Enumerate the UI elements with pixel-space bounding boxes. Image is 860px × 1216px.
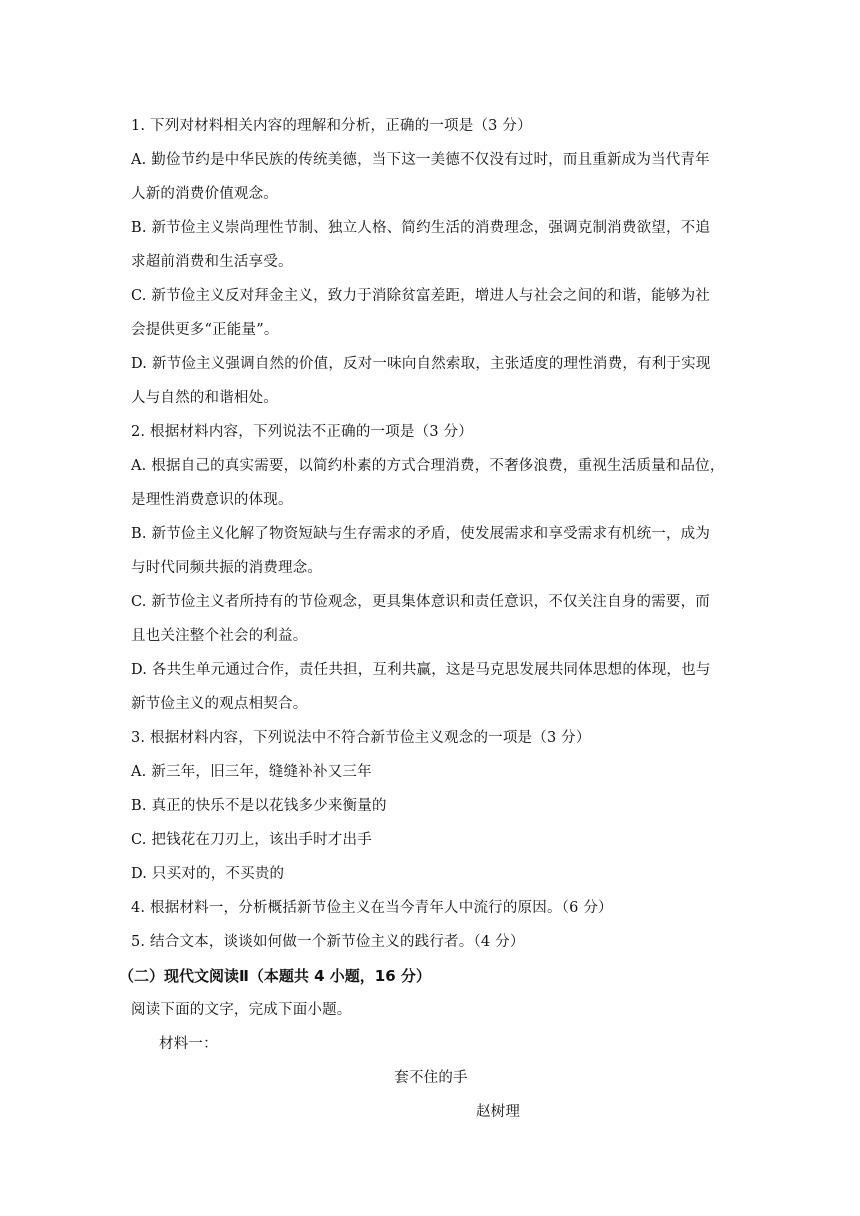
question-1-option-b-cont: 求超前消费和生活享受。	[131, 254, 293, 270]
question-2-option-b-cont: 与时代同频共振的消费理念。	[131, 560, 323, 576]
question-2-option-a-cont: 是理性消费意识的体现。	[131, 492, 293, 508]
question-1	[131, 109, 731, 415]
section-heading: （二）现代文阅读Ⅱ（本题共 4 小题，16 分）	[119, 967, 431, 985]
document-body	[119, 109, 731, 1129]
question-2-option-b: B. 新节俭主义化解了物资短缺与生存需求的矛盾，使发展需求和享受需求有机统一，成为	[131, 526, 711, 542]
material-label: 材料一：	[159, 1036, 218, 1052]
question-2-stem: 2. 根据材料内容，下列说法不正确的一项是（3 分）	[131, 424, 473, 440]
question-3-option-c: C. 把钱花在刀刃上，该出手时才出手	[131, 832, 372, 848]
question-2-option-d-cont: 新节俭主义的观点相契合。	[131, 696, 308, 712]
question-5-stem: 5. 结合文本，谈谈如何做一个新节俭主义的践行者。（4 分）	[131, 934, 525, 950]
question-2-option-a: A. 根据自己的真实需要，以简约朴素的方式合理消费，不奢侈浪费，重视生活质量和品位，	[131, 458, 725, 474]
question-1-option-d-cont: 人与自然的和谐相处。	[131, 390, 278, 406]
question-3-stem: 3. 根据材料内容，下列说法中不符合新节俭主义观念的一项是（3 分）	[131, 730, 591, 746]
question-2	[131, 415, 731, 721]
question-3	[131, 721, 731, 891]
question-3-option-b: B. 真正的快乐不是以花钱多少来衡量的	[131, 798, 387, 814]
story-title: 套不住的手	[394, 1070, 468, 1086]
question-1-option-a-cont: 人新的消费价值观念。	[131, 186, 278, 202]
question-2-option-d: D. 各共生单元通过合作，责任共担，互利共赢，这是马克思发展共同体思想的体现，也与	[131, 662, 711, 678]
question-1-option-c: C. 新节俭主义反对拜金主义，致力于消除贫富差距，增进人与社会之间的和谐，能够为社	[131, 288, 710, 304]
question-1-option-a: A. 勤俭节约是中华民族的传统美德，当下这一美德不仅没有过时，而且重新成为当代青年	[131, 152, 710, 168]
question-2-option-c-cont: 且也关注整个社会的利益。	[131, 628, 308, 644]
question-1-option-c-cont: 会提供更多“正能量”。	[131, 322, 279, 338]
question-2-option-c: C. 新节俭主义者所持有的节俭观念，更具集体意识和责任意识，不仅关注自身的需要，而	[131, 594, 710, 610]
question-1-option-d: D. 新节俭主义强调自然的价值，反对一味向自然索取，主张适度的理性消费，有利于实现	[131, 356, 711, 372]
section-instruction: 阅读下面的文字，完成下面小题。	[131, 1002, 352, 1018]
question-4-stem: 4. 根据材料一，分析概括新节俭主义在当今青年人中流行的原因。（6 分）	[131, 900, 613, 916]
question-3-option-d: D. 只买对的，不买贵的	[131, 866, 285, 882]
story-author: 赵树理	[476, 1104, 521, 1120]
question-1-stem: 1. 下列对材料相关内容的理解和分析，正确的一项是（3 分）	[131, 118, 532, 134]
question-1-option-b: B. 新节俭主义崇尚理性节制、独立人格、简约生活的消费理念，强调克制消费欲望，不追	[131, 220, 711, 236]
question-3-option-a: A. 新三年，旧三年，缝缝补补又三年	[131, 764, 372, 780]
